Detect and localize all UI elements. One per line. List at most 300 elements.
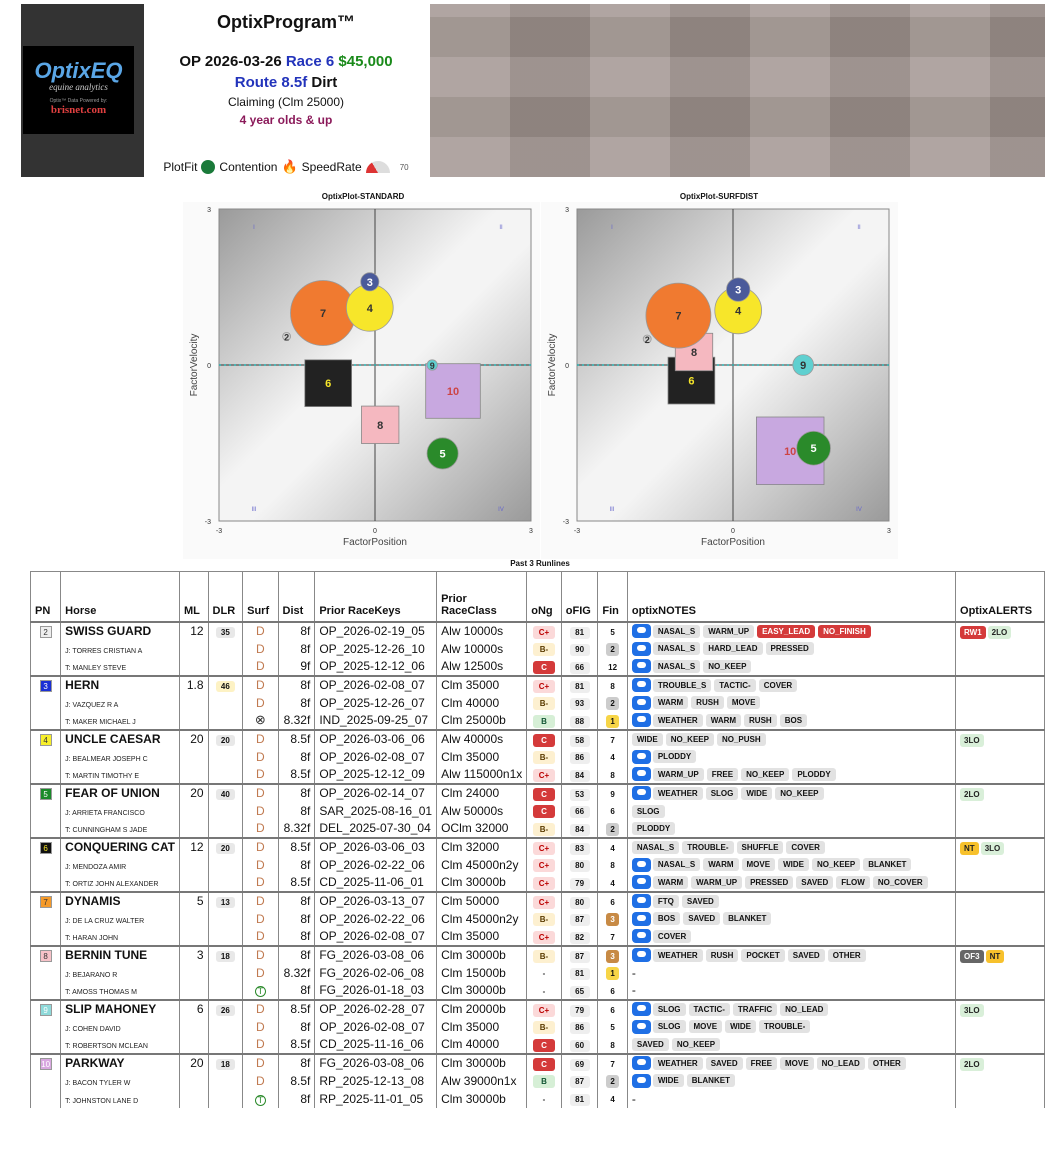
optix-alert-badge[interactable]: 2LO (988, 626, 1012, 639)
table-row[interactable] (31, 694, 1045, 712)
jockey-name: J: TORRES CRISTIAN A (65, 647, 143, 655)
optix-note-tag[interactable]: NO_KEEP (775, 787, 823, 800)
finish-position-badge: 7 (610, 735, 615, 745)
optix-note-tag[interactable]: PLODDY (632, 822, 675, 835)
distance-cell (278, 1000, 315, 1018)
race-number: Race 6 (285, 53, 335, 70)
optix-note-tag[interactable]: SAVED (632, 1038, 669, 1051)
optixnotes-cell (627, 892, 955, 910)
dlr-cell (208, 730, 243, 748)
optix-alert-badge[interactable]: RW1 (960, 626, 986, 639)
raceclass-cell (437, 874, 527, 892)
optix-note-tag[interactable]: PLODDY (792, 768, 835, 781)
prior-racekey-link[interactable]: OP_2026-02-22_06 (319, 911, 425, 926)
optix-note-tag[interactable]: RUSH (744, 714, 777, 727)
optix-note-tag[interactable]: NO_LEAD (780, 1003, 828, 1016)
chat-note-icon[interactable] (632, 912, 651, 926)
chat-note-icon[interactable] (632, 948, 651, 962)
optix-note-tag[interactable]: SAVED (683, 912, 720, 925)
prior-racekey-link[interactable]: IND_2025-09-25_07 (319, 713, 429, 727)
chat-note-icon[interactable] (632, 1056, 651, 1070)
table-row[interactable] (31, 748, 1045, 766)
prior-racekey-link[interactable]: RP_2025-12-13_08 (319, 1073, 425, 1088)
chat-note-icon[interactable] (632, 1020, 651, 1034)
optixalerts-cell (956, 766, 1045, 784)
table-row[interactable] (31, 910, 1045, 928)
optix-note-tag[interactable]: RUSH (706, 949, 739, 962)
racekey-cell (315, 748, 437, 766)
chat-note-icon[interactable] (632, 929, 651, 943)
prior-raceclass: Alw 115000n1x (441, 767, 523, 781)
distance-cell (278, 946, 315, 964)
optixalerts-cell (956, 658, 1045, 676)
horse-cell (61, 892, 180, 910)
optix-note-tag[interactable]: WARM (703, 858, 738, 871)
optixalerts-cell (956, 802, 1045, 820)
ofig-cell (561, 640, 598, 658)
prior-racekey-link[interactable]: OP_2026-03-06_03 (319, 840, 425, 854)
optix-alert-badge[interactable]: OF3 (960, 950, 984, 963)
prior-racekey-link[interactable]: CD_2025-11-06_01 (319, 875, 424, 889)
optix-note-tag[interactable]: TACTIC- (714, 679, 755, 692)
surface-cell (243, 712, 278, 730)
ofig-badge: 93 (570, 698, 590, 710)
optixalerts-cell (956, 892, 1045, 910)
plot-standard[interactable] (183, 187, 540, 559)
morning-line-cell (179, 964, 208, 982)
ong-cell (527, 1036, 562, 1054)
ong-cell (527, 1054, 562, 1072)
finish-cell (598, 982, 627, 1000)
table-row[interactable] (31, 982, 1045, 1000)
prior-racekey-link[interactable]: OP_2026-02-28_07 (319, 1002, 425, 1016)
table-row[interactable] (31, 1072, 1045, 1090)
table-row[interactable] (31, 964, 1045, 982)
optix-note-tag[interactable]: MOVE (727, 696, 761, 709)
horse-cell (61, 856, 180, 874)
finish-cell (598, 1036, 627, 1054)
table-row[interactable] (31, 1018, 1045, 1036)
optix-logo[interactable] (23, 46, 134, 134)
table-row[interactable] (31, 676, 1045, 694)
horse-name[interactable]: CONQUERING CAT (65, 840, 175, 854)
dirt-surface-code: D (255, 911, 265, 926)
chat-note-icon[interactable] (632, 1074, 651, 1088)
surface-cell (243, 1000, 278, 1018)
run-distance: 8f (300, 695, 311, 710)
optix-note-tag[interactable]: COVER (759, 679, 797, 692)
table-row[interactable] (31, 658, 1045, 676)
optix-note-tag[interactable]: SAVED (682, 895, 719, 908)
optix-note-tag[interactable]: BLANKET (863, 858, 911, 871)
horse-cell (61, 820, 180, 838)
y-tick-label: 3 (565, 207, 569, 214)
col-optixnotes[interactable]: optixNOTES (627, 572, 955, 622)
pn-cell (31, 1054, 61, 1072)
optix-alert-badge[interactable]: 2LO (960, 1058, 984, 1071)
optix-note-tag[interactable]: NO_KEEP (703, 660, 751, 673)
finish-position-badge: 3 (606, 913, 619, 926)
optix-note-tag[interactable]: SAVED (788, 949, 825, 962)
ong-cell (527, 1072, 562, 1090)
optix-note-tag[interactable]: COVER (653, 930, 691, 943)
optix-alert-badge[interactable]: 3LO (960, 1004, 984, 1017)
chat-note-icon[interactable] (632, 642, 651, 656)
race-route: Route 8.5f (234, 74, 308, 91)
prior-racekey-link[interactable]: FG_2026-03-08_06 (319, 948, 425, 962)
prior-raceclass: Clm 45000n2y (441, 911, 519, 926)
optix-note-tag[interactable]: NASAL_S (632, 841, 679, 854)
plot-marker-label: 10 (784, 445, 797, 458)
table-row[interactable] (31, 1054, 1045, 1072)
race-id-line (144, 53, 428, 70)
optix-note-tag[interactable]: NO_FINISH (818, 625, 871, 638)
optix-note-tag[interactable]: WEATHER (653, 714, 703, 727)
optix-alert-badge[interactable]: 3LO (981, 842, 1005, 855)
legend-plotfit-label: PlotFit (163, 160, 198, 174)
morning-line-cell (179, 910, 208, 928)
optix-note-tag[interactable]: FTQ (653, 895, 679, 908)
col-ml[interactable]: ML (179, 572, 208, 622)
horse-name[interactable]: SWISS GUARD (65, 624, 152, 638)
horse-name[interactable]: UNCLE CAESAR (65, 732, 161, 746)
plot-marker-label: 3 (366, 276, 373, 289)
ofig-cell (561, 982, 598, 1000)
optix-note-tag[interactable]: WARM (706, 714, 741, 727)
dlr-cell (208, 838, 243, 856)
dirt-surface-code: D (255, 1019, 265, 1034)
optixnotes-cell (627, 1090, 955, 1108)
prior-racekey-link[interactable]: OP_2026-02-08_07 (319, 749, 425, 764)
dlr-cell (208, 1054, 243, 1072)
pn-cell (31, 820, 61, 838)
chat-note-icon[interactable] (632, 713, 651, 727)
optix-note-tag[interactable]: NASAL_S (653, 642, 700, 655)
table-row[interactable] (31, 622, 1045, 640)
dlr-cell (208, 928, 243, 946)
optix-note-tag[interactable]: EASY_LEAD (757, 625, 815, 638)
surface-cell (243, 1090, 278, 1108)
optix-note-tag[interactable]: FREE (707, 768, 738, 781)
x-tick-label: 0 (731, 528, 735, 535)
table-row[interactable] (31, 640, 1045, 658)
table-row[interactable] (31, 856, 1045, 874)
prior-racekey-link[interactable]: OP_2026-02-14_07 (319, 786, 425, 800)
ofig-badge: 69 (570, 1059, 590, 1071)
track-date: OP 2026-03-26 (179, 53, 282, 70)
prior-racekey-link[interactable]: OP_2026-02-19_05 (319, 624, 425, 638)
col-horse[interactable]: Horse (61, 572, 180, 622)
optixalerts-cell (956, 640, 1045, 658)
optix-note-tag[interactable]: WEATHER (653, 787, 703, 800)
chat-note-icon[interactable] (632, 659, 651, 673)
optix-alert-badge[interactable]: NT (986, 950, 1005, 963)
optix-note-tag[interactable]: TROUBLE- (682, 841, 733, 854)
finish-cell (598, 928, 627, 946)
chat-note-icon[interactable] (632, 750, 651, 764)
prior-racekey-link[interactable]: OP_2026-02-08_07 (319, 929, 425, 943)
col-optixalerts[interactable]: OptixALERTS (956, 572, 1045, 622)
ofig-cell (561, 676, 598, 694)
optix-alert-badge[interactable]: 2LO (960, 788, 984, 801)
chat-note-icon[interactable] (632, 858, 651, 872)
finish-position-badge: 6 (610, 897, 615, 907)
raceclass-cell (437, 730, 527, 748)
dirt-surface-code: D (255, 1002, 265, 1016)
optix-note-tag[interactable]: SLOG (653, 1020, 686, 1033)
optix-note-tag[interactable]: WARM_UP (691, 876, 742, 889)
optix-note-tag[interactable]: HARD_LEAD (703, 642, 762, 655)
prior-racekey-link[interactable]: OP_2026-02-08_07 (319, 1019, 425, 1034)
jockey-name: J: BEJARANO R (65, 971, 118, 979)
optix-note-tag[interactable]: WARM (653, 696, 688, 709)
optix-note-tag[interactable]: PRESSED (745, 876, 793, 889)
ong-cell (527, 946, 562, 964)
optix-note-tag[interactable]: RUSH (691, 696, 724, 709)
ong-grade-badge: - (542, 986, 546, 996)
optix-note-tag[interactable]: WIDE (741, 787, 772, 800)
y-tick-label: 0 (565, 363, 569, 370)
program-number-badge: 6 (40, 842, 52, 854)
plot-surfdist[interactable] (541, 187, 898, 559)
morning-line-cell (179, 928, 208, 946)
optix-note-tag[interactable]: WEATHER (653, 1057, 703, 1070)
ofig-cell (561, 730, 598, 748)
table-row[interactable] (31, 874, 1045, 892)
optixnotes-cell (627, 964, 955, 982)
racekey-cell (315, 946, 437, 964)
pn-cell (31, 874, 61, 892)
finish-position-badge: 7 (610, 932, 615, 942)
morning-line: 12 (190, 840, 204, 854)
col-ofig[interactable]: oFIG (561, 572, 598, 622)
col-dist[interactable]: Dist (278, 572, 315, 622)
optix-note-tag[interactable]: FREE (746, 1057, 777, 1070)
horse-name[interactable]: BERNIN TUNE (65, 948, 148, 962)
morning-line-cell (179, 802, 208, 820)
morning-line-cell (179, 1036, 208, 1054)
dlr-cell (208, 658, 243, 676)
optix-note-tag[interactable]: TRAFFIC (733, 1003, 777, 1016)
optix-note-tag[interactable]: NO_KEEP (666, 733, 714, 746)
dirt-surface-code: D (255, 1037, 265, 1051)
optix-note-tag[interactable]: PRESSED (766, 642, 814, 655)
table-row[interactable] (31, 802, 1045, 820)
distance-cell (278, 1036, 315, 1054)
chat-note-icon[interactable] (632, 624, 651, 638)
horse-name[interactable]: HERN (65, 678, 100, 692)
col-dlr[interactable]: DLR (208, 572, 243, 622)
ofig-badge: 81 (570, 1094, 590, 1106)
prior-racekey-link[interactable]: OP_2025-12-12_06 (319, 659, 425, 673)
trainer-name: T: ORTIZ JOHN ALEXANDER (65, 881, 159, 888)
horse-name[interactable]: DYNAMIS (65, 894, 121, 908)
chat-note-icon[interactable] (632, 894, 651, 908)
ofig-cell (561, 748, 598, 766)
optix-note-tag[interactable]: NO_KEEP (741, 768, 789, 781)
trainer-name: T: MAKER MICHAEL J (65, 719, 136, 726)
quadrant-label: IV (498, 507, 504, 513)
prior-racekey-link[interactable]: RP_2025-11-01_05 (319, 1091, 424, 1106)
optixalerts-cell (956, 1090, 1045, 1108)
optix-note-tag[interactable]: WEATHER (653, 949, 703, 962)
horse-cell (61, 1054, 180, 1072)
table-row[interactable] (31, 820, 1045, 838)
optix-note-tag[interactable]: BLANKET (723, 912, 771, 925)
prior-racekey-link[interactable]: OP_2025-12-26_07 (319, 695, 425, 710)
optix-note-tag[interactable]: BOS (780, 714, 807, 727)
table-row[interactable] (31, 712, 1045, 730)
prior-racekey-link[interactable]: FG_2026-03-08_06 (319, 1056, 425, 1070)
optix-note-tag[interactable]: NASAL_S (653, 625, 700, 638)
optix-note-tag[interactable]: SAVED (796, 876, 833, 889)
prior-racekey-link[interactable]: FG_2026-01-18_03 (319, 983, 425, 997)
chat-note-icon[interactable] (632, 786, 651, 800)
optix-note-tag[interactable]: SHUFFLE (737, 841, 784, 854)
col-prior-raceclass[interactable]: Prior RaceClass (437, 572, 527, 622)
optix-note-tag[interactable]: SLOG (653, 1003, 686, 1016)
optix-note-tag[interactable]: MOVE (689, 1020, 723, 1033)
optix-note-tag[interactable]: WIDE (725, 1020, 756, 1033)
optix-note-tag[interactable]: WIDE (653, 1074, 684, 1087)
prior-racekey-link[interactable]: OP_2026-02-08_07 (319, 678, 425, 692)
optix-note-tag[interactable]: BLANKET (687, 1074, 735, 1087)
morning-line-cell (179, 1018, 208, 1036)
col-prior-racekeys[interactable]: Prior RaceKeys (315, 572, 437, 622)
run-distance: 8.32f (283, 965, 311, 980)
horse-name[interactable]: PARKWAY (65, 1056, 125, 1070)
optix-note-tag[interactable]: PLODDY (653, 750, 696, 763)
table-row[interactable] (31, 838, 1045, 856)
optix-note-tag[interactable]: NO_COVER (873, 876, 928, 889)
optix-note-tag[interactable]: NO_KEEP (672, 1038, 720, 1051)
optix-note-tag[interactable]: WARM_UP (653, 768, 704, 781)
run-distance: 8f (300, 678, 311, 692)
horse-name[interactable]: FEAR OF UNION (65, 786, 160, 800)
table-row[interactable] (31, 1090, 1045, 1108)
table-row[interactable] (31, 730, 1045, 748)
y-tick-label: -3 (204, 519, 211, 526)
pn-cell (31, 748, 61, 766)
synthetic-surface-icon: ⊗ (254, 712, 266, 727)
optix-note-tag[interactable]: NO_PUSH (717, 733, 766, 746)
distance-cell (278, 694, 315, 712)
horse-cell (61, 1000, 180, 1018)
optix-note-tag[interactable]: NASAL_S (653, 660, 700, 673)
prior-racekey-link[interactable]: CD_2025-11-16_06 (319, 1037, 424, 1051)
prior-racekey-link[interactable]: OP_2026-03-06_06 (319, 732, 425, 746)
col-pn[interactable]: PN (31, 572, 61, 622)
dlr-cell (208, 640, 243, 658)
optix-note-tag[interactable]: POCKET (741, 949, 784, 962)
surface-cell (243, 622, 278, 640)
col-ong[interactable]: oNg (527, 572, 562, 622)
racekey-cell (315, 730, 437, 748)
racekey-cell (315, 1072, 437, 1090)
horse-name[interactable]: SLIP MAHONEY (65, 1002, 157, 1016)
col-surf[interactable]: Surf (243, 572, 278, 622)
optix-note-tag[interactable]: OTHER (828, 949, 866, 962)
optix-note-tag[interactable]: WIDE (632, 733, 663, 746)
optix-note-tag[interactable]: NO_KEEP (812, 858, 860, 871)
chat-note-icon[interactable] (632, 696, 651, 710)
raceclass-cell (437, 1000, 527, 1018)
col-fin[interactable]: Fin (598, 572, 627, 622)
optix-alert-badge[interactable]: NT (960, 842, 979, 855)
pn-cell (31, 1018, 61, 1036)
optixnotes-cell (627, 784, 955, 802)
run-distance: 8f (300, 857, 311, 872)
finish-cell (598, 622, 627, 640)
prior-racekey-link[interactable]: SAR_2025-08-16_01 (319, 803, 433, 818)
run-distance: 9f (300, 659, 311, 673)
prior-racekey-link[interactable]: OP_2025-12-26_10 (319, 641, 425, 656)
optix-note-tag[interactable]: WIDE (778, 858, 809, 871)
ofig-cell (561, 964, 598, 982)
table-row[interactable] (31, 892, 1045, 910)
ofig-badge: 84 (570, 770, 590, 782)
quadrant-label: I (253, 225, 255, 231)
chat-note-icon[interactable] (632, 875, 651, 889)
horse-cell (61, 658, 180, 676)
table-row[interactable] (31, 766, 1045, 784)
ofig-badge: 88 (570, 716, 590, 728)
finish-position-badge: 4 (610, 843, 615, 853)
optix-note-tag[interactable]: COVER (786, 841, 824, 854)
optix-note-tag[interactable]: FLOW (836, 876, 870, 889)
table-row[interactable] (31, 928, 1045, 946)
optix-note-tag[interactable]: SLOG (706, 787, 739, 800)
runlines-title: Past 3 Runlines (510, 559, 570, 568)
optix-note-tag[interactable]: NO_LEAD (817, 1057, 865, 1070)
prior-racekey-link[interactable]: OP_2026-02-22_06 (319, 857, 425, 872)
prior-racekey-link[interactable]: OP_2026-03-13_07 (319, 894, 425, 908)
run-distance: 8.32f (283, 821, 311, 835)
optix-note-tag[interactable]: SLOG (632, 805, 665, 818)
table-row[interactable] (31, 946, 1045, 964)
run-distance: 8f (300, 749, 311, 764)
optix-note-tag[interactable]: MOVE (780, 1057, 814, 1070)
prior-racekey-link[interactable]: FG_2026-02-06_08 (319, 965, 425, 980)
prior-racekey-link[interactable]: OP_2025-12-12_09 (319, 767, 425, 781)
prior-racekey-link[interactable]: DEL_2025-07-30_04 (319, 821, 431, 835)
optix-note-tag[interactable]: TACTIC- (689, 1003, 730, 1016)
table-row[interactable] (31, 1036, 1045, 1054)
optix-note-tag[interactable]: BOS (653, 912, 680, 925)
optix-note-tag[interactable]: SAVED (706, 1057, 743, 1070)
table-row[interactable] (31, 1000, 1045, 1018)
raceclass-cell (437, 856, 527, 874)
chat-note-icon[interactable] (632, 678, 651, 692)
optixalerts-cell (956, 1000, 1045, 1018)
optix-note-tag[interactable]: MOVE (742, 858, 776, 871)
prior-raceclass: Clm 15000b (441, 965, 506, 980)
racekey-cell (315, 712, 437, 730)
ong-cell (527, 694, 562, 712)
optix-note-tag[interactable]: TROUBLE_S (653, 679, 711, 692)
chat-note-icon[interactable] (632, 767, 651, 781)
optix-alert-badge[interactable]: 3LO (960, 734, 984, 747)
race-distance-line (144, 74, 428, 91)
table-row[interactable] (31, 784, 1045, 802)
optixalerts-cell (956, 928, 1045, 946)
optix-note-tag[interactable]: OTHER (868, 1057, 906, 1070)
optix-note-tag[interactable]: TROUBLE- (759, 1020, 810, 1033)
optix-note-tag[interactable]: WARM_UP (703, 625, 754, 638)
chat-note-icon[interactable] (632, 1002, 651, 1016)
optix-note-tag[interactable]: NASAL_S (653, 858, 700, 871)
optix-note-tag[interactable]: WARM (653, 876, 688, 889)
